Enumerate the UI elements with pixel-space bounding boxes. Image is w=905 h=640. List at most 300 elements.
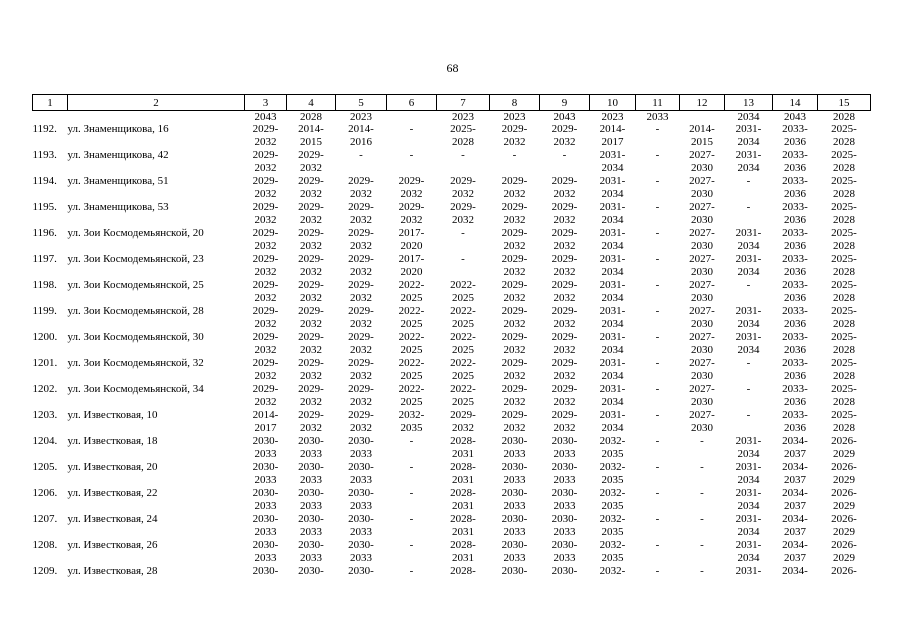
address-cell: ул. Известковая, 22	[67, 487, 158, 499]
year-range-cell: -	[461, 227, 465, 239]
year-range-cell: 2030- 2033	[501, 435, 528, 460]
table-cell: 2023	[601, 111, 624, 123]
year-range-cell: 2022- 2025	[398, 331, 425, 356]
year-range-cell: 2031- 2034	[599, 331, 626, 356]
year-range-cell: 2033- 2036	[782, 305, 808, 330]
carryover-row	[33, 111, 871, 124]
year-range-cell: 2028-	[450, 565, 476, 577]
year-range-cell: 2032- 2035	[599, 513, 626, 538]
year-range-cell: 2033- 2036	[782, 201, 808, 226]
year-range-cell: 2025- 2028	[831, 409, 857, 434]
column-header: 6	[387, 95, 437, 111]
year-range-cell: 2027- 2030	[689, 253, 715, 278]
table-row	[33, 435, 871, 461]
table-row	[33, 409, 871, 435]
address-cell: ул. Известковая, 10	[67, 409, 158, 421]
year-range-cell: 2031- 2034	[735, 123, 762, 148]
year-range-cell: 2031- 2034	[599, 201, 626, 226]
year-range-cell: -	[409, 435, 414, 447]
year-range-cell: 2029- 2032	[551, 331, 578, 356]
year-range-cell: -	[655, 149, 660, 161]
year-range-cell: -	[655, 539, 660, 551]
year-range-cell: 2030- 2033	[348, 461, 374, 486]
year-range-cell: 2034- 2037	[782, 435, 808, 460]
table-row	[33, 565, 871, 591]
year-range-cell: -	[700, 435, 704, 447]
year-range-cell: 2029- 2032	[398, 175, 425, 200]
table-row	[33, 123, 871, 149]
year-range-cell: 2014- 2017	[252, 409, 279, 434]
year-range-cell: 2014- 2015	[298, 123, 324, 148]
year-range-cell: 2022- 2025	[450, 357, 476, 382]
year-range-cell: 2029- 2032	[551, 279, 578, 304]
year-range-cell: 2027- 2030	[689, 279, 715, 304]
year-range-cell: 2029- 2032	[348, 305, 374, 330]
year-range-cell: 2014- 2017	[599, 123, 626, 148]
year-range-cell: 2029- 2032	[501, 357, 528, 382]
year-range-cell: 2029- 2032	[551, 383, 578, 408]
year-range-cell: -	[746, 357, 751, 369]
year-range-cell: 2029- 2032	[348, 409, 374, 434]
year-range-cell: 2025- 2028	[831, 279, 857, 304]
year-range-cell: -	[655, 227, 660, 239]
year-range-cell: 2029- 2032	[551, 201, 578, 226]
year-range-cell: 2025- 2028	[831, 201, 857, 226]
year-range-cell: -	[655, 461, 660, 473]
year-range-cell: 2031- 2034	[735, 253, 762, 278]
year-range-cell: 2029- 2032	[398, 201, 425, 226]
year-range-cell: 2031- 2034	[599, 357, 626, 382]
year-range-cell: 2027- 2030	[689, 227, 715, 252]
year-range-cell: 2030- 2033	[348, 513, 374, 538]
year-range-cell: 2029- 2032	[450, 201, 476, 226]
year-range-cell: -	[655, 331, 660, 343]
year-range-cell: 2025- 2028	[831, 331, 857, 356]
year-range-cell: 2029- 2032	[501, 253, 528, 278]
year-range-cell: 2031- 2034	[735, 305, 762, 330]
year-range-cell: 2033- 2036	[782, 357, 808, 382]
year-range-cell: 2025- 2028	[831, 357, 857, 382]
year-range-cell: 2032- 2035	[599, 487, 626, 512]
table-row	[33, 487, 871, 513]
year-range-cell: -	[700, 513, 704, 525]
year-range-cell: 2029- 2032	[501, 383, 528, 408]
address-cell: ул. Зои Космодемьянской, 25	[67, 279, 204, 291]
year-range-cell: 2028- 2031	[450, 539, 476, 564]
year-range-cell: -	[655, 383, 660, 395]
year-range-cell: 2031- 2034	[599, 279, 626, 304]
schedule-table	[32, 94, 871, 591]
year-range-cell: -	[655, 487, 660, 499]
year-range-cell: 2033- 2036	[782, 383, 808, 408]
table-row	[33, 461, 871, 487]
year-range-cell: 2031- 2034	[735, 539, 762, 564]
address-cell: ул. Известковая, 24	[67, 513, 158, 525]
year-range-cell: 2029- 2032	[348, 331, 374, 356]
row-number: 1208.	[32, 539, 58, 551]
address-cell: ул. Известковая, 28	[67, 565, 158, 577]
year-range-cell: -	[409, 461, 414, 473]
row-number: 1202.	[32, 383, 58, 395]
year-range-cell: -	[409, 513, 414, 525]
year-range-cell: -	[461, 253, 465, 265]
year-range-cell: 2017- 2020	[398, 227, 425, 252]
year-range-cell: 2022- 2025	[398, 279, 425, 304]
year-range-cell: 2027- 2030	[689, 149, 715, 174]
year-range-cell: 2034- 2037	[782, 513, 808, 538]
column-header: 5	[336, 95, 387, 111]
address-cell: ул. Зои Космодемьянской, 30	[67, 331, 204, 343]
year-range-cell: 2022- 2025	[450, 279, 476, 304]
year-range-cell: 2028- 2031	[450, 487, 476, 512]
year-range-cell: 2031- 2034	[599, 305, 626, 330]
address-cell: ул. Известковая, 18	[67, 435, 158, 447]
year-range-cell: 2025- 2028	[831, 253, 857, 278]
year-range-cell: 2031- 2034	[735, 227, 762, 252]
column-header: 9	[540, 95, 590, 111]
year-range-cell: 2030-	[298, 565, 324, 577]
year-range-cell: 2025- 2028	[831, 175, 857, 200]
year-range-cell: 2033- 2036	[782, 279, 808, 304]
year-range-cell: 2029- 2032	[551, 253, 578, 278]
address-cell: ул. Зои Космодемьянской, 34	[67, 383, 204, 395]
year-range-cell: 2029- 2032	[551, 357, 578, 382]
year-range-cell: 2029- 2032	[298, 227, 324, 252]
year-range-cell: 2030- 2033	[252, 539, 279, 564]
year-range-cell: 2030- 2033	[252, 513, 279, 538]
year-range-cell: 2032- 2035	[599, 539, 626, 564]
column-header: 3	[245, 95, 287, 111]
address-cell: ул. Зои Космодемьянской, 28	[67, 305, 204, 317]
year-range-cell: -	[409, 123, 414, 135]
column-header: 8	[490, 95, 540, 111]
year-range-cell: 2034- 2037	[782, 487, 808, 512]
table-row	[33, 175, 871, 201]
year-range-cell: 2029- 2032	[252, 305, 279, 330]
table-row	[33, 383, 871, 409]
table-row	[33, 357, 871, 383]
year-range-cell: -	[655, 357, 660, 369]
address-cell: ул. Известковая, 20	[67, 461, 158, 473]
column-header: 10	[590, 95, 636, 111]
year-range-cell: 2033- 2036	[782, 227, 808, 252]
year-range-cell: 2032- 2035	[599, 435, 626, 460]
year-range-cell: 2031- 2034	[735, 149, 762, 174]
year-range-cell: 2029- 2032	[551, 123, 578, 148]
year-range-cell: 2031- 2034	[735, 435, 762, 460]
year-range-cell: -	[746, 409, 751, 421]
table-cell: 2028	[833, 111, 855, 123]
year-range-cell: 2029- 2032	[348, 175, 374, 200]
year-range-cell: 2030- 2033	[551, 461, 578, 486]
year-range-cell: -	[655, 435, 660, 447]
year-range-cell: 2030-	[551, 565, 578, 577]
row-number: 1204.	[32, 435, 58, 447]
year-range-cell: -	[746, 279, 751, 291]
year-range-cell: 2027- 2030	[689, 201, 715, 226]
row-number: 1197.	[32, 253, 57, 265]
year-range-cell: 2030-	[501, 565, 528, 577]
table-row	[33, 513, 871, 539]
year-range-cell: 2033- 2036	[782, 409, 808, 434]
year-range-cell: 2029- 2032	[252, 279, 279, 304]
row-number: 1203.	[32, 409, 58, 421]
table-cell: 2023	[503, 111, 526, 123]
table-row	[33, 539, 871, 565]
year-range-cell: 2029- 2032	[551, 305, 578, 330]
year-range-cell: 2029- 2032	[298, 253, 324, 278]
year-range-cell: 2029- 2032	[252, 175, 279, 200]
year-range-cell: 2014- 2015	[689, 123, 715, 148]
year-range-cell: 2027- 2030	[689, 383, 715, 408]
year-range-cell: 2034- 2037	[782, 539, 808, 564]
year-range-cell: 2030- 2033	[348, 435, 374, 460]
year-range-cell: -	[655, 409, 660, 421]
year-range-cell: 2031- 2034	[599, 409, 626, 434]
year-range-cell: 2030- 2033	[298, 461, 324, 486]
table-cell: 2023	[452, 111, 474, 123]
row-number: 1196.	[32, 227, 57, 239]
year-range-cell: 2030- 2033	[501, 539, 528, 564]
row-number: 1201.	[32, 357, 58, 369]
year-range-cell: -	[655, 565, 660, 577]
year-range-cell: 2029- 2032	[348, 383, 374, 408]
year-range-cell: 2029- 2032	[252, 357, 279, 382]
year-range-cell: 2029- 2032	[252, 149, 279, 174]
year-range-cell: 2029- 2032	[348, 279, 374, 304]
year-range-cell: 2029- 2032	[348, 253, 374, 278]
year-range-cell: 2033- 2036	[782, 123, 808, 148]
year-range-cell: 2030- 2033	[252, 435, 279, 460]
address-cell: ул. Знаменщикова, 42	[67, 149, 169, 161]
year-range-cell: -	[409, 565, 414, 577]
address-cell: ул. Знаменщикова, 51	[67, 175, 169, 187]
year-range-cell: 2029- 2032	[298, 331, 324, 356]
row-number: 1193.	[32, 149, 57, 161]
year-range-cell: 2029- 2032	[298, 409, 324, 434]
year-range-cell: 2026-	[831, 565, 857, 577]
table-row	[33, 331, 871, 357]
year-range-cell: 2031- 2034	[735, 331, 762, 356]
column-header: 12	[680, 95, 725, 111]
year-range-cell: -	[746, 383, 751, 395]
table-cell: 2023	[350, 111, 372, 123]
year-range-cell: 2026- 2029	[831, 461, 857, 486]
table-cell: 2028	[300, 111, 322, 123]
year-range-cell: 2030- 2033	[501, 487, 528, 512]
column-header: 4	[287, 95, 336, 111]
year-range-cell: 2029- 2032	[501, 123, 528, 148]
year-range-cell: -	[700, 539, 704, 551]
year-range-cell: 2027- 2030	[689, 409, 715, 434]
year-range-cell: 2030- 2033	[252, 461, 279, 486]
year-range-cell: 2031- 2034	[599, 253, 626, 278]
year-range-cell: 2030- 2033	[298, 513, 324, 538]
year-range-cell: 2029- 2032	[450, 175, 476, 200]
row-number: 1199.	[32, 305, 57, 317]
year-range-cell: 2025- 2028	[450, 123, 476, 148]
year-range-cell: 2029- 2032	[252, 123, 279, 148]
year-range-cell: -	[409, 149, 414, 161]
year-range-cell: -	[655, 123, 660, 135]
year-range-cell: 2017- 2020	[398, 253, 425, 278]
year-range-cell: 2030- 2033	[298, 435, 324, 460]
year-range-cell: -	[562, 149, 567, 161]
year-range-cell: 2029- 2032	[298, 279, 324, 304]
year-range-cell: 2029- 2032	[348, 357, 374, 382]
year-range-cell: 2029- 2032	[551, 409, 578, 434]
year-range-cell: 2029- 2032	[501, 279, 528, 304]
address-cell: ул. Зои Космодемьянской, 32	[67, 357, 204, 369]
year-range-cell: 2022- 2025	[398, 305, 425, 330]
year-range-cell: 2033- 2036	[782, 149, 808, 174]
year-range-cell: -	[512, 149, 517, 161]
year-range-cell: 2026- 2029	[831, 487, 857, 512]
column-header: 13	[725, 95, 773, 111]
table-cell	[680, 111, 725, 124]
year-range-cell: 2031- 2034	[735, 487, 762, 512]
column-header: 15	[818, 95, 871, 111]
year-range-cell: 2029- 2032	[551, 175, 578, 200]
table-cell: 2043	[784, 111, 806, 123]
table-row	[33, 279, 871, 305]
year-range-cell: -	[655, 175, 660, 187]
year-range-cell: 2030- 2033	[551, 539, 578, 564]
year-range-cell: 2030-	[348, 565, 374, 577]
year-range-cell: 2031-	[735, 565, 762, 577]
column-header: 11	[636, 95, 680, 111]
year-range-cell: 2022- 2025	[450, 383, 476, 408]
year-range-cell: 2032- 2035	[398, 409, 425, 434]
year-range-cell: -	[746, 201, 751, 213]
address-cell: ул. Зои Космодемьянской, 23	[67, 253, 204, 265]
year-range-cell: 2026- 2029	[831, 539, 857, 564]
year-range-cell: 2022- 2025	[398, 357, 425, 382]
year-range-cell: 2029- 2032	[501, 305, 528, 330]
row-number: 1207.	[32, 513, 58, 525]
year-range-cell: 2025- 2028	[831, 123, 857, 148]
year-range-cell: -	[655, 305, 660, 317]
year-range-cell: 2030- 2033	[551, 435, 578, 460]
year-range-cell: 2025- 2028	[831, 305, 857, 330]
year-range-cell: 2034- 2037	[782, 461, 808, 486]
year-range-cell: 2029- 2032	[252, 331, 279, 356]
year-range-cell: 2022- 2025	[450, 305, 476, 330]
year-range-cell: -	[359, 149, 363, 161]
table-row	[33, 149, 871, 175]
table-cell	[68, 111, 245, 124]
year-range-cell: 2030- 2033	[348, 487, 374, 512]
year-range-cell: 2025- 2028	[831, 149, 857, 174]
address-cell: ул. Знаменщикова, 53	[67, 201, 169, 213]
row-number: 1209.	[32, 565, 58, 577]
table-row	[33, 253, 871, 279]
year-range-cell: 2031- 2034	[599, 227, 626, 252]
column-header: 2	[68, 95, 245, 111]
table-cell	[33, 111, 68, 124]
year-range-cell: 2030- 2033	[252, 487, 279, 512]
year-range-cell: 2027- 2030	[689, 305, 715, 330]
table-cell	[387, 111, 437, 124]
year-range-cell: 2031- 2034	[599, 383, 626, 408]
year-range-cell: 2029- 2032	[348, 201, 374, 226]
year-range-cell: 2032- 2035	[599, 461, 626, 486]
table-row	[33, 305, 871, 331]
year-range-cell: 2031- 2034	[735, 513, 762, 538]
year-range-cell: -	[409, 487, 414, 499]
year-range-cell: 2029- 2032	[501, 227, 528, 252]
row-number: 1200.	[32, 331, 58, 343]
year-range-cell: -	[461, 149, 465, 161]
year-range-cell: 2029- 2032	[252, 383, 279, 408]
year-range-cell: 2029- 2032	[298, 201, 324, 226]
year-range-cell: 2030- 2033	[551, 487, 578, 512]
column-header: 1	[33, 95, 68, 111]
year-range-cell: 2031- 2034	[599, 149, 626, 174]
year-range-cell: -	[700, 461, 704, 473]
table-row	[33, 201, 871, 227]
year-range-cell: 2026- 2029	[831, 513, 857, 538]
row-number: 1198.	[32, 279, 57, 291]
year-range-cell: 2029- 2032	[298, 149, 324, 174]
year-range-cell: 2029- 2032	[252, 201, 279, 226]
year-range-cell: 2029- 2032	[348, 227, 374, 252]
year-range-cell: 2033- 2036	[782, 331, 808, 356]
year-range-cell: 2029- 2032	[450, 409, 476, 434]
year-range-cell: -	[746, 175, 751, 187]
year-range-cell: 2029- 2032	[298, 305, 324, 330]
page-number: 68	[446, 61, 459, 75]
year-range-cell: 2029- 2032	[252, 253, 279, 278]
table-cell: 2034	[737, 111, 760, 123]
year-range-cell: 2022- 2025	[450, 331, 476, 356]
address-cell: ул. Известковая, 26	[67, 539, 158, 551]
year-range-cell: 2029- 2032	[501, 175, 528, 200]
year-range-cell: -	[655, 201, 660, 213]
year-range-cell: 2032-	[599, 565, 626, 577]
year-range-cell: 2029- 2032	[551, 227, 578, 252]
column-header: 7	[437, 95, 490, 111]
year-range-cell: -	[409, 539, 414, 551]
row-number: 1206.	[32, 487, 58, 499]
year-range-cell: -	[655, 253, 660, 265]
header-row	[33, 95, 871, 111]
row-number: 1194.	[32, 175, 57, 187]
table-cell: 2043	[553, 111, 576, 123]
year-range-cell: 2025- 2028	[831, 383, 857, 408]
year-range-cell: 2034-	[782, 565, 808, 577]
year-range-cell: 2033- 2036	[782, 253, 808, 278]
row-number: 1192.	[32, 123, 57, 135]
year-range-cell: 2029- 2032	[501, 331, 528, 356]
year-range-cell: 2029- 2032	[298, 175, 324, 200]
table-row	[33, 227, 871, 253]
year-range-cell: 2028- 2031	[450, 435, 476, 460]
year-range-cell: 2030- 2033	[298, 487, 324, 512]
column-header: 14	[773, 95, 818, 111]
year-range-cell: 2026- 2029	[831, 435, 857, 460]
table-cell: 2043	[254, 111, 277, 123]
year-range-cell: 2028- 2031	[450, 513, 476, 538]
year-range-cell: 2030-	[252, 565, 279, 577]
year-range-cell: 2030- 2033	[501, 461, 528, 486]
year-range-cell: 2030- 2033	[298, 539, 324, 564]
year-range-cell: 2029- 2032	[298, 357, 324, 382]
year-range-cell: 2029- 2032	[298, 383, 324, 408]
year-range-cell: -	[700, 565, 704, 577]
year-range-cell: 2029- 2032	[252, 227, 279, 252]
year-range-cell: 2029- 2032	[501, 409, 528, 434]
